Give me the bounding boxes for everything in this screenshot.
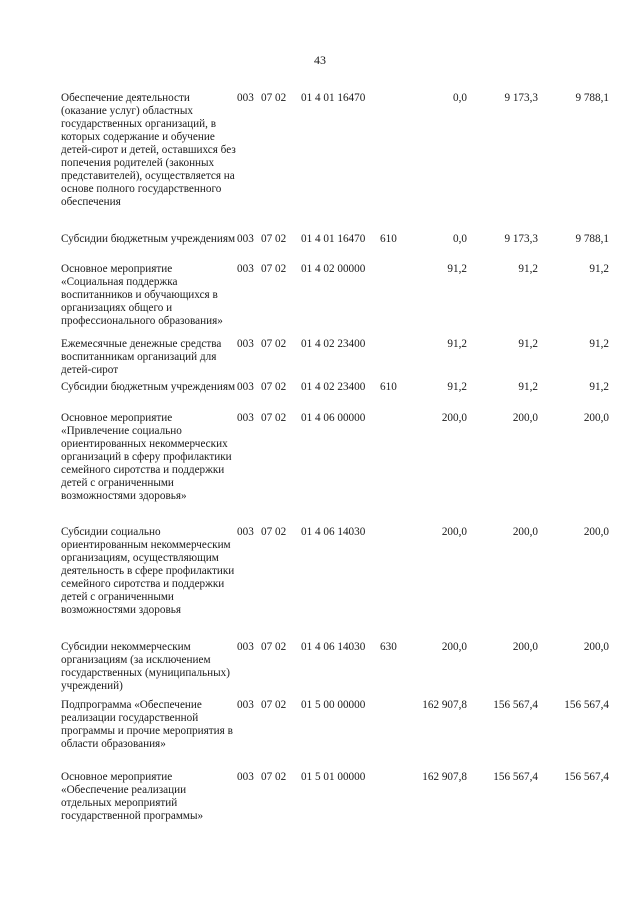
amount-year-3: 9 788,1 [575,233,609,245]
amount-year-3: 200,0 [583,412,609,424]
target-code: 01 4 06 00000 [301,412,366,424]
amount-year-3: 91,2 [589,263,609,275]
amount-year-2: 200,0 [512,412,538,424]
target-code: 01 4 06 14030 [301,641,366,653]
row-name: Ежемесячные денежные средства воспитанникам организаций для детей-сирот [61,338,222,376]
amount-year-2: 9 173,3 [504,233,538,245]
section-code: 07 02 [261,412,287,424]
amount-year-1: 91,2 [447,263,467,275]
amount-year-1: 200,0 [441,641,467,653]
target-code: 01 4 01 16470 [301,233,366,245]
amount-year-3: 200,0 [583,641,609,653]
admin-code: 003 [237,233,254,245]
amount-year-3: 200,0 [583,526,609,538]
expense-type-code: 610 [380,381,397,393]
row-name: Основное мероприятие «Социальная поддержка воспитанников и обучающихся в организациях общего и профессионального образования» [61,263,223,327]
amount-year-3: 9 788,1 [575,92,609,104]
admin-code: 003 [237,381,254,393]
amount-year-2: 156 567,4 [493,699,538,711]
amount-year-3: 156 567,4 [564,771,609,783]
row-name: Основное мероприятие «Привлечение социально ориентированных некоммерческих организаций в сферу профилактики семейного сиротства и поддержки детей с ограниченными возможностями здоровья» [61,412,232,502]
section-code: 07 02 [261,771,287,783]
amount-year-2: 91,2 [518,338,538,350]
row-name: Подпрограмма «Обеспечение реализации государственной программы и прочие мероприятия в области образования» [61,699,233,750]
target-code: 01 4 06 14030 [301,526,366,538]
admin-code: 003 [237,526,254,538]
row-name: Субсидии бюджетным учреждениям [61,233,236,245]
expense-type-code: 610 [380,233,397,245]
target-code: 01 4 01 16470 [301,92,366,104]
amount-year-1: 0,0 [453,233,467,245]
section-code: 07 02 [261,526,287,538]
admin-code: 003 [237,338,254,350]
amount-year-3: 156 567,4 [564,699,609,711]
amount-year-1: 162 907,8 [422,699,467,711]
amount-year-1: 200,0 [441,412,467,424]
admin-code: 003 [237,771,254,783]
target-code: 01 5 01 00000 [301,771,366,783]
amount-year-1: 162 907,8 [422,771,467,783]
section-code: 07 02 [261,338,287,350]
amount-year-1: 200,0 [441,526,467,538]
admin-code: 003 [237,263,254,275]
row-name: Обеспечение деятельности (оказание услуг) областных государственных организаций, в которых содержание и обучение детей-сирот и детей, оставшихся без попечения родителей (законных представителей), осуществляется на основе полного государственного обеспечения [61,92,236,208]
target-code: 01 4 02 23400 [301,338,366,350]
amount-year-1: 91,2 [447,338,467,350]
amount-year-3: 91,2 [589,381,609,393]
expense-type-code: 630 [380,641,397,653]
section-code: 07 02 [261,92,287,104]
section-code: 07 02 [261,381,287,393]
target-code: 01 5 00 00000 [301,699,366,711]
section-code: 07 02 [261,233,287,245]
row-name: Субсидии бюджетным учреждениям [61,381,236,393]
admin-code: 003 [237,92,254,104]
admin-code: 003 [237,641,254,653]
page-number: 43 [314,53,326,67]
section-code: 07 02 [261,699,287,711]
amount-year-2: 91,2 [518,381,538,393]
amount-year-2: 200,0 [512,526,538,538]
section-code: 07 02 [261,263,287,275]
amount-year-2: 9 173,3 [504,92,538,104]
target-code: 01 4 02 23400 [301,381,366,393]
amount-year-1: 91,2 [447,381,467,393]
admin-code: 003 [237,412,254,424]
amount-year-2: 200,0 [512,641,538,653]
target-code: 01 4 02 00000 [301,263,366,275]
amount-year-2: 156 567,4 [493,771,538,783]
amount-year-2: 91,2 [518,263,538,275]
row-name: Основное мероприятие «Обеспечение реализации отдельных мероприятий государственной программы» [61,771,204,822]
section-code: 07 02 [261,641,287,653]
row-name: Субсидии социально ориентированным некоммерческим организациям, осуществляющим деятельность в сфере профилактики семейного сиротства и поддержки детей с ограниченными возможностями здоровья [61,526,235,616]
amount-year-3: 91,2 [589,338,609,350]
admin-code: 003 [237,699,254,711]
row-name: Субсидии некоммерческим организациям (за исключением государственных (муниципальных) учреждений) [61,641,230,692]
amount-year-1: 0,0 [453,92,467,104]
